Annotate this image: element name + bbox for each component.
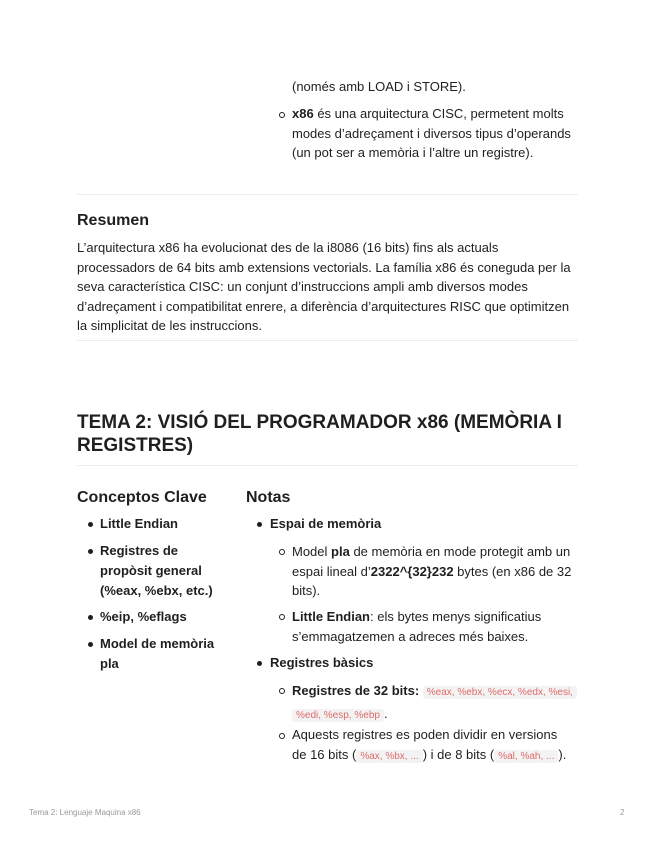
bold-term: Little Endian bbox=[292, 609, 370, 624]
concept-item: Registres de propòsit general (%eax, %ebx, etc.) bbox=[100, 543, 213, 598]
concepts-heading: Conceptos Clave bbox=[77, 489, 207, 506]
text: de memòria en mode protegit amb un espai lineal d’ bbox=[292, 544, 571, 579]
concept-item: Little Endian bbox=[100, 516, 178, 531]
circle-bullet-icon bbox=[279, 112, 285, 118]
text: ) i de 8 bits ( bbox=[422, 747, 495, 762]
notes-item-label: Espai de memòria bbox=[270, 516, 382, 531]
text: Aquests registres es poden dividir en versions bbox=[292, 727, 558, 742]
circle-bullet-icon bbox=[279, 549, 285, 555]
bullet-icon bbox=[88, 549, 93, 554]
text: Model bbox=[292, 544, 332, 559]
text: : els bytes menys significatius s’emmagatzemen a adreces més baixes. bbox=[292, 609, 542, 644]
concept-item: %eip, %eflags bbox=[100, 609, 187, 624]
divider bbox=[77, 340, 578, 341]
summary-paragraph: L’arquitectura x86 ha evolucionat des de la i8086 (16 bits) fins als actuals processadors de 64 bits amb extensions vectorials. La família x86 és coneguda per la seva característica CISC: un conjunt d’instruccions ampli amb diversos modes d’adreçament i compatibilitat enrere, a diferència d’arquitectures RISC que optimitzen la simplicitat de les instruccions. bbox=[77, 240, 571, 333]
code-snippet: %edi, %esp, %ebp bbox=[292, 709, 384, 722]
bullet-icon bbox=[88, 522, 93, 527]
footer-title: Tema 2: Lenguaje Maquina x86 bbox=[29, 808, 141, 817]
list-item bbox=[292, 542, 580, 601]
text: ). bbox=[558, 747, 567, 762]
text: bytes (en x86 de 32 bits). bbox=[292, 563, 572, 598]
bullet-icon bbox=[88, 615, 93, 620]
bullet-icon bbox=[257, 661, 262, 666]
page-title: TEMA 2: VISIÓ DEL PROGRAMADOR x86 (MEMÒRIA I REGISTRES) bbox=[77, 412, 562, 456]
notes-item-label: Registres bàsics bbox=[270, 655, 374, 670]
bold-term: x86 bbox=[292, 106, 314, 121]
list-item-text: és una arquitectura CISC, permetent molts modes d’adreçament i diversos tipus d’operands (un pot ser a memòria i l’altre un registre). bbox=[292, 106, 571, 160]
circle-bullet-icon bbox=[279, 688, 285, 694]
list-item bbox=[292, 607, 580, 646]
bullet-icon bbox=[257, 522, 262, 527]
code-snippet: %al, %ah, ... bbox=[494, 750, 558, 763]
divider bbox=[77, 194, 578, 195]
divider bbox=[77, 465, 578, 466]
text: de 16 bits ( bbox=[292, 747, 357, 762]
bold-term: pla bbox=[331, 544, 350, 559]
section-heading: Resumen bbox=[77, 212, 150, 229]
bold-term: Registres de 32 bits: bbox=[292, 683, 420, 698]
list-item-continuation: (només amb LOAD i STORE). bbox=[292, 79, 466, 94]
code-snippet: %ax, %bx, ... bbox=[356, 750, 422, 763]
circle-bullet-icon bbox=[279, 614, 285, 620]
notes-heading: Notas bbox=[246, 489, 291, 506]
list-item bbox=[292, 104, 572, 163]
concept-item: Model de memòria pla bbox=[100, 636, 215, 671]
bold-term: 2322^{32}232 bbox=[370, 563, 454, 579]
page-number: 2 bbox=[620, 808, 625, 817]
list-item bbox=[292, 725, 582, 767]
bullet-icon bbox=[88, 642, 93, 647]
code-snippet: %eax, %ebx, %ecx, %edx, %esi, bbox=[423, 686, 577, 699]
text: . bbox=[383, 706, 388, 721]
list-item bbox=[292, 680, 582, 726]
circle-bullet-icon bbox=[279, 733, 285, 739]
